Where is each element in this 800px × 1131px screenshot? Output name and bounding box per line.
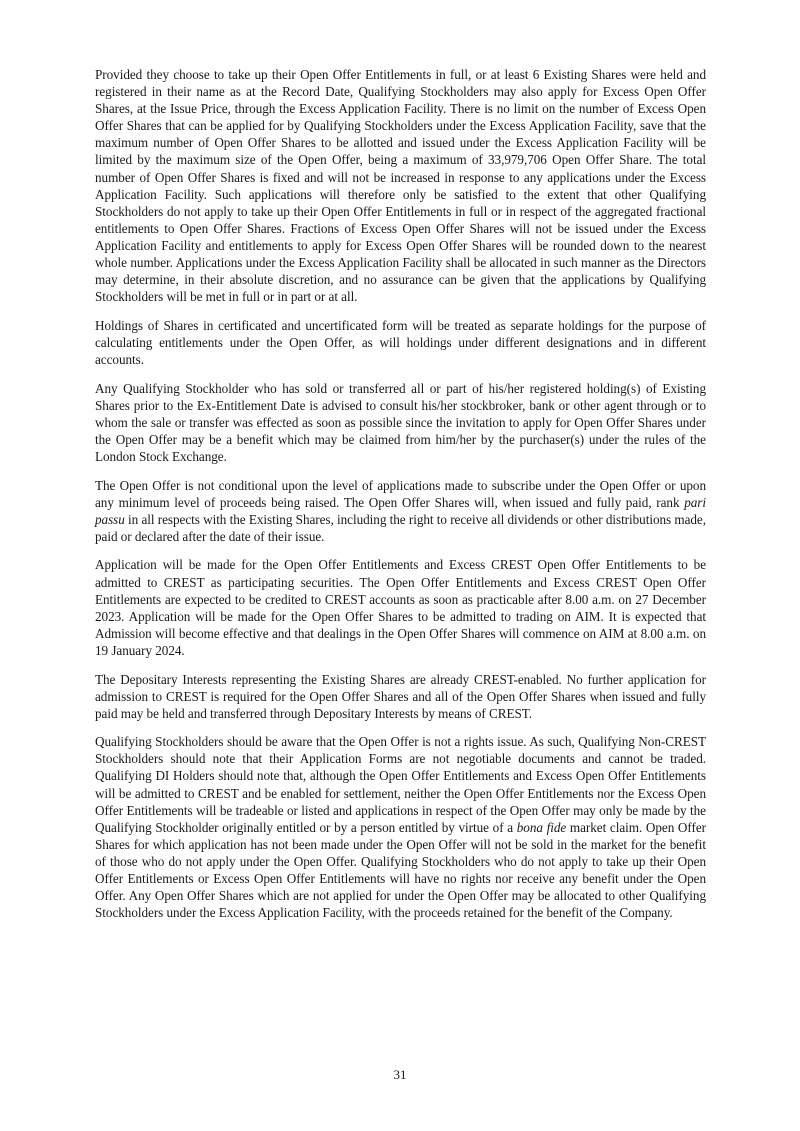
paragraph-sold-or-transferred: Any Qualifying Stockholder who has sold or transferred all or part of his/her registered holding(s) of Existing Shares prior to the Ex-Entitlement Date is advised to consult his/her stockbroker, bank or other agent through or to whom the sale or transfer was effected as soon as possible since the invitation to apply for Open Offer Shares under the Open Offer may be a benefit which may be claimed from him/her by the purchaser(s) under the rules of the London Stock Exchange.	[95, 380, 706, 464]
paragraph-not-conditional	[95, 477, 706, 545]
text-segment: Qualifying Stockholders should be aware that the Open Offer is not a rights issue. As such, Qualifying Non-CREST Stockholders should note that their Application Forms are not negotiable documents and cannot be traded. Qualifying DI Holders should note that, although the Open Offer Entitlements and Excess Open Offer Entitlements will be admitted to CREST and be enabled for settlement, neither the Open Offer Entitlements nor the Excess Open Offer Entitlements will be tradeable or listed and applications in respect of the Open Offer may only be made by the Qualifying Stockholder originally entitled or by a person entitled by virtue of a	[95, 734, 706, 835]
paragraph-separate-holdings: Holdings of Shares in certificated and uncertificated form will be treated as separate holdings for the purpose of calculating entitlements under the Open Offer, as will holdings under different designations and in different accounts.	[95, 317, 706, 367]
text-segment: in all respects with the Existing Shares, including the right to receive all dividends or other distributions made, paid or declared after the date of their issue.	[95, 511, 706, 544]
paragraph-crest-admission: Application will be made for the Open Offer Entitlements and Excess CREST Open Offer Entitlements to be admitted to CREST as participating securities. The Open Offer Entitlements and Excess CREST Open Offer Entitlements are expected to be credited to CREST accounts as soon as practicable after 8.00 a.m. on 27 December 2023. Application will be made for the Open Offer Shares to be admitted to trading on AIM. It is expected that Admission will become effective and that dealings in the Open Offer Shares will commence on AIM at 8.00 a.m. on 19 January 2024.	[95, 557, 706, 658]
text-segment: market claim. Open Offer Shares for which application has not been made under the Open Offer will not be sold in the market for the benefit of those who do not apply under the Open Offer. Qualifying Stockholders who do not apply to take up their Open Offer Entitlements or Excess Open Offer Entitlements will have no rights nor receive any benefit under the Open Offer. Any Open Offer Shares which are not applied for under the Open Offer may be allocated to other Qualifying Stockholders under the Excess Application Facility, with the proceeds retained for the benefit of the Company.	[95, 819, 706, 921]
paragraph-depositary-interests: The Depositary Interests representing the Existing Shares are already CREST-enabled. No further application for admission to CREST is required for the Open Offer Shares and all of the Open Offer Shares when issued and fully paid may be held and transferred through Depositary Interests by means of CREST.	[95, 671, 706, 721]
italic-term-bona-fide: bona fide	[516, 819, 567, 835]
paragraph-excess-application: Provided they choose to take up their Open Offer Entitlements in full, or at least 6 Existing Shares were held and registered in their name as at the Record Date, Qualifying Stockholders may also apply for Excess Open Offer Shares, at the Issue Price, through the Excess Application Facility. There is no limit on the number of Excess Open Offer Shares that can be applied for by Qualifying Stockholders under the Excess Application Facility, save that the maximum number of Open Offer Shares to be allotted and issued under the Excess Application Facility will be limited by the maximum size of the Open Offer, being a maximum of 33,979,706 Open Offer Share. The total number of Open Offer Shares is fixed and will not be increased in response to any applications under the Excess Application Facility. Such applications will therefore only be satisfied to the extent that other Qualifying Stockholders do not apply to take up their Open Offer Entitlements in full or in respect of the aggregated fractional entitlements to Open Offer Shares. Fractions of Excess Open Offer Shares will not be issued under the Excess Application Facility and entitlements to apply for Excess Open Offer Shares will be rounded down to the nearest whole number. Applications under the Excess Application Facility shall be allocated in such manner as the Directors may determine, in their absolute discretion, and no assurance can be given that the applications by Qualifying Stockholders will be met in full or in part or at all.	[95, 67, 706, 305]
text-segment: The Open Offer is not conditional upon the level of applications made to subscribe under the Open Offer or upon any minimum level of proceeds being raised. The Open Offer Shares will, when issued and fully paid, rank	[95, 477, 706, 510]
paragraph-not-rights-issue	[95, 733, 706, 921]
document-page	[95, 66, 706, 933]
page-number: 31	[393, 1067, 407, 1082]
italic-term-pari-passu: pari passu	[95, 494, 706, 527]
